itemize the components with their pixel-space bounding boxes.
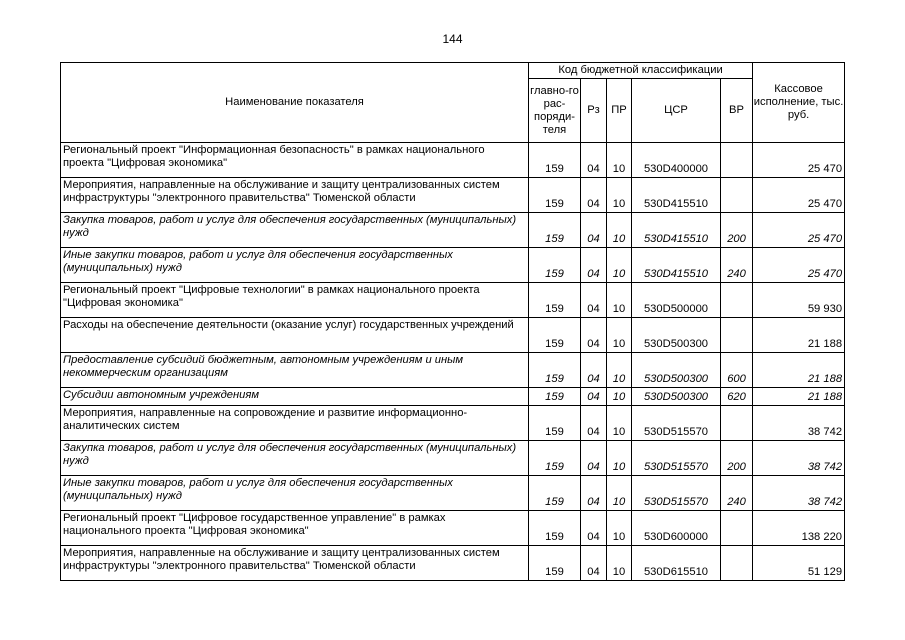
row-name: Иные закупки товаров, работ и услуг для обеспечения государственных (муниципальных) нужд — [61, 476, 529, 511]
row-csr: 530D500300 — [632, 318, 721, 353]
row-name: Расходы на обеспечение деятельности (оказание услуг) государственных учреждений — [61, 318, 529, 353]
row-name: Иные закупки товаров, работ и услуг для обеспечения государственных (муниципальных) нужд — [61, 248, 529, 283]
row-rz: 04 — [581, 143, 607, 178]
row-glava: 159 — [529, 283, 581, 318]
row-rz: 04 — [581, 546, 607, 581]
table-row — [61, 353, 845, 388]
row-glava: 159 — [529, 213, 581, 248]
row-name: Закупка товаров, работ и услуг для обеспечения государственных (муниципальных) нужд — [61, 441, 529, 476]
row-rz: 04 — [581, 318, 607, 353]
row-amount: 25 470 — [753, 143, 845, 178]
row-name: Субсидии автономным учреждениям — [61, 388, 529, 406]
row-csr: 530D515570 — [632, 406, 721, 441]
table-row — [61, 406, 845, 441]
row-vr: 240 — [721, 248, 753, 283]
row-vr — [721, 178, 753, 213]
row-amount: 21 188 — [753, 353, 845, 388]
row-csr: 530D415510 — [632, 248, 721, 283]
row-name: Мероприятия, направленные на обслуживание и защиту централизованных систем инфраструктуры "электронного правительства" Тюменской области — [61, 178, 529, 213]
row-glava: 159 — [529, 178, 581, 213]
row-glava: 159 — [529, 546, 581, 581]
table-row — [61, 441, 845, 476]
row-pr: 10 — [607, 476, 632, 511]
row-name: Мероприятия, направленные на обслуживание и защиту централизованных систем инфраструктуры "электронного правительства" Тюменской области — [61, 546, 529, 581]
row-pr: 10 — [607, 546, 632, 581]
row-rz: 04 — [581, 406, 607, 441]
row-rz: 04 — [581, 213, 607, 248]
row-pr: 10 — [607, 178, 632, 213]
row-vr — [721, 283, 753, 318]
row-vr — [721, 546, 753, 581]
row-glava: 159 — [529, 511, 581, 546]
header-csr: ЦСР — [632, 79, 721, 143]
row-csr: 530D600000 — [632, 511, 721, 546]
row-rz: 04 — [581, 248, 607, 283]
row-vr — [721, 318, 753, 353]
row-name: Региональный проект "Цифровое государственное управление" в рамках национального проекта "Цифровая экономика" — [61, 511, 529, 546]
row-pr: 10 — [607, 353, 632, 388]
row-pr: 10 — [607, 213, 632, 248]
row-rz: 04 — [581, 511, 607, 546]
row-amount: 21 188 — [753, 318, 845, 353]
table-row — [61, 546, 845, 581]
row-vr — [721, 406, 753, 441]
table-row — [61, 476, 845, 511]
row-glava: 159 — [529, 406, 581, 441]
row-vr — [721, 143, 753, 178]
row-amount: 138 220 — [753, 511, 845, 546]
row-amount: 25 470 — [753, 248, 845, 283]
row-rz: 04 — [581, 476, 607, 511]
table-row — [61, 511, 845, 546]
row-amount: 25 470 — [753, 213, 845, 248]
row-csr: 530D415510 — [632, 213, 721, 248]
header-vr: ВР — [721, 79, 753, 143]
row-name: Закупка товаров, работ и услуг для обеспечения государственных (муниципальных) нужд — [61, 213, 529, 248]
row-name: Мероприятия, направленные на сопровождение и развитие информационно-аналитических систем — [61, 406, 529, 441]
row-pr: 10 — [607, 248, 632, 283]
row-pr: 10 — [607, 511, 632, 546]
row-glava: 159 — [529, 248, 581, 283]
page-number: 144 — [442, 32, 463, 46]
row-vr: 620 — [721, 388, 753, 406]
row-amount: 51 129 — [753, 546, 845, 581]
row-rz: 04 — [581, 441, 607, 476]
header-glava: главно-го рас-поряди-теля — [529, 79, 581, 143]
header-name-column: Наименование показателя — [61, 63, 529, 143]
header-amount-column: Кассовое исполнение, тыс. руб. — [753, 63, 845, 143]
row-csr: 530D500300 — [632, 353, 721, 388]
header-rz: Рз — [581, 79, 607, 143]
row-csr: 530D415510 — [632, 178, 721, 213]
table-row — [61, 388, 845, 406]
row-glava: 159 — [529, 143, 581, 178]
header-code-group: Код бюджетной классификации — [529, 63, 753, 79]
row-vr — [721, 511, 753, 546]
row-pr: 10 — [607, 388, 632, 406]
row-amount: 25 470 — [753, 178, 845, 213]
row-rz: 04 — [581, 388, 607, 406]
row-vr: 200 — [721, 441, 753, 476]
row-name: Региональный проект "Цифровые технологии" в рамках национального проекта "Цифровая экономика" — [61, 283, 529, 318]
table-row — [61, 143, 845, 178]
row-vr: 240 — [721, 476, 753, 511]
row-pr: 10 — [607, 406, 632, 441]
row-pr: 10 — [607, 283, 632, 318]
row-vr: 600 — [721, 353, 753, 388]
row-csr: 530D500300 — [632, 388, 721, 406]
row-glava: 159 — [529, 353, 581, 388]
table-row — [61, 283, 845, 318]
row-vr: 200 — [721, 213, 753, 248]
row-amount: 38 742 — [753, 476, 845, 511]
row-pr: 10 — [607, 441, 632, 476]
row-rz: 04 — [581, 178, 607, 213]
table-row — [61, 248, 845, 283]
row-csr: 530D515570 — [632, 476, 721, 511]
row-csr: 530D515570 — [632, 441, 721, 476]
table-row — [61, 318, 845, 353]
row-amount: 59 930 — [753, 283, 845, 318]
row-amount: 38 742 — [753, 406, 845, 441]
row-glava: 159 — [529, 441, 581, 476]
row-glava: 159 — [529, 388, 581, 406]
row-glava: 159 — [529, 318, 581, 353]
row-csr: 530D615510 — [632, 546, 721, 581]
row-rz: 04 — [581, 283, 607, 318]
header-pr: ПР — [607, 79, 632, 143]
row-amount: 38 742 — [753, 441, 845, 476]
row-csr: 530D400000 — [632, 143, 721, 178]
row-csr: 530D500000 — [632, 283, 721, 318]
row-amount: 21 188 — [753, 388, 845, 406]
row-name: Региональный проект "Информационная безопасность" в рамках национального проекта "Цифровая экономика" — [61, 143, 529, 178]
table-row — [61, 213, 845, 248]
row-rz: 04 — [581, 353, 607, 388]
table-row — [61, 178, 845, 213]
row-glava: 159 — [529, 476, 581, 511]
row-pr: 10 — [607, 143, 632, 178]
budget-table — [60, 62, 845, 581]
row-pr: 10 — [607, 318, 632, 353]
row-name: Предоставление субсидий бюджетным, автономным учреждениям и иным некоммерческим организациям — [61, 353, 529, 388]
